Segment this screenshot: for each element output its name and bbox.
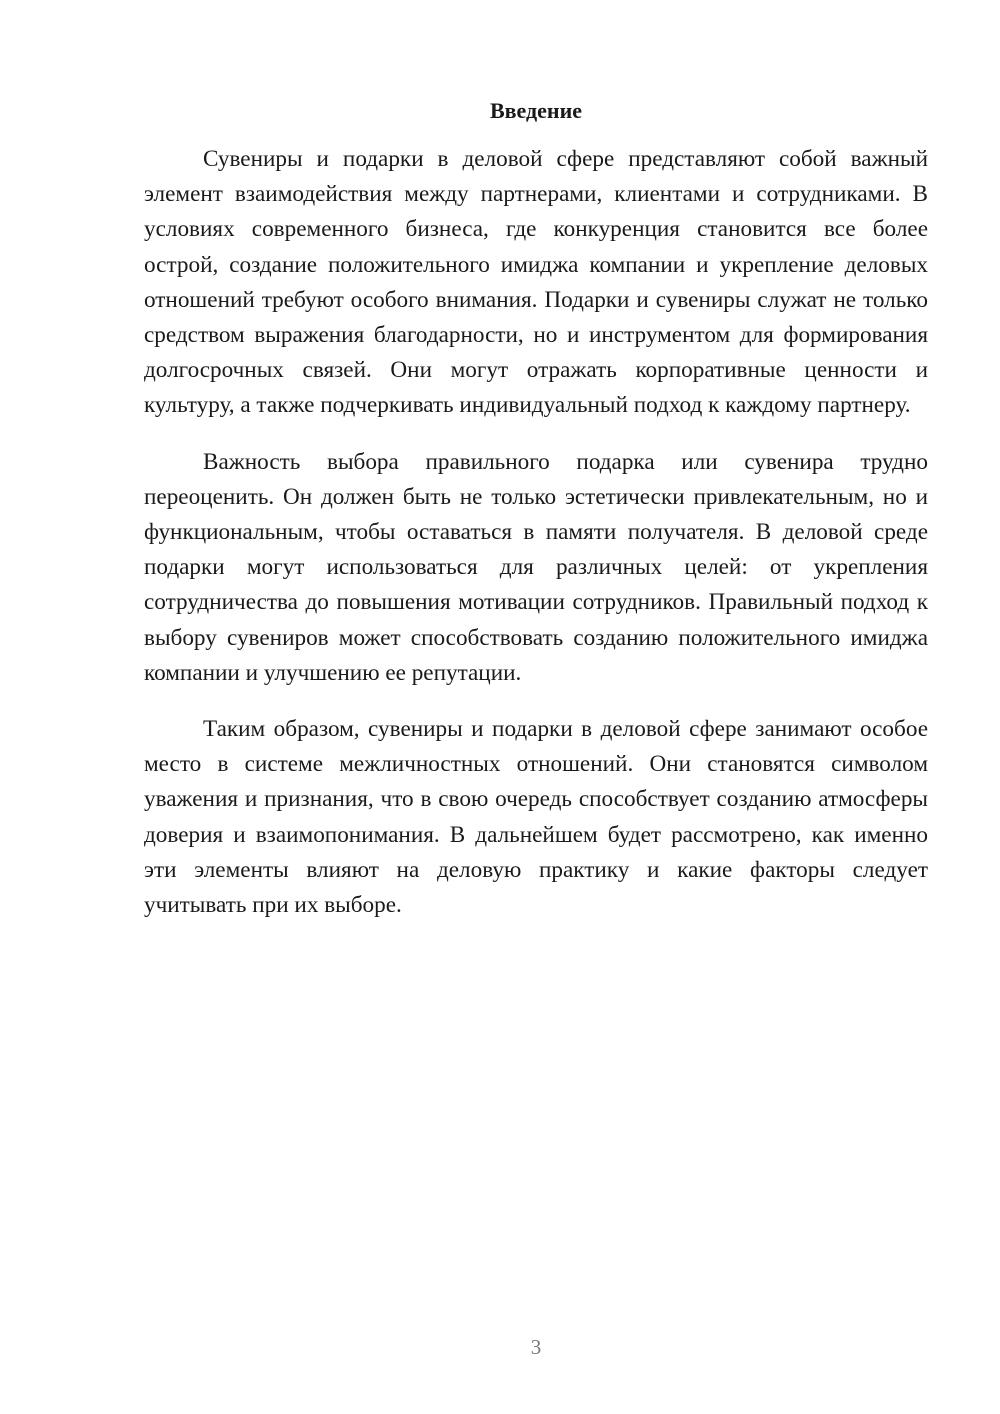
paragraph-2: Важность выбора правильного подарка или сувенира трудно переоценить. Он должен быть не только эстетически привлекательным, но и функциональным, чтобы оставаться в памяти получателя. В деловой среде подарки могут использоваться для различных целей: от укрепления сотрудничества до повышения мотивации сотрудников. Правильный подход к выбору сувениров может способствовать созданию положительного имиджа компании и улучшению ее репутации. bbox=[144, 448, 928, 686]
page-number: 3 bbox=[530, 1335, 542, 1359]
section-heading: Введение bbox=[489, 98, 583, 123]
paragraph-3: Таким образом, сувениры и подарки в деловой сфере занимают особое место в системе межличностных отношений. Они становятся символом уважения и признания, что в свою очередь способствует созданию атмосферы доверия и взаимопонимания. В дальнейшем будет рассмотрено, как именно эти элементы влияют на деловую практику и какие факторы следует учитывать при их выборе. bbox=[144, 716, 928, 919]
body-text bbox=[144, 142, 928, 944]
paragraph-1: Сувениры и подарки в деловой сфере представляют собой важный элемент взаимодействия между партнерами, клиентами и сотрудниками. В условиях современного бизнеса, где конкуренция становится все более острой, создание положительного имиджа компании и укрепление деловых отношений требуют особого внимания. Подарки и сувениры служат не только средством выражения благодарности, но и инструментом для формирования долгосрочных связей. Они могут отражать корпоративные ценности и культуру, а также подчеркивать индивидуальный подход к каждому партнеру. bbox=[144, 146, 928, 419]
